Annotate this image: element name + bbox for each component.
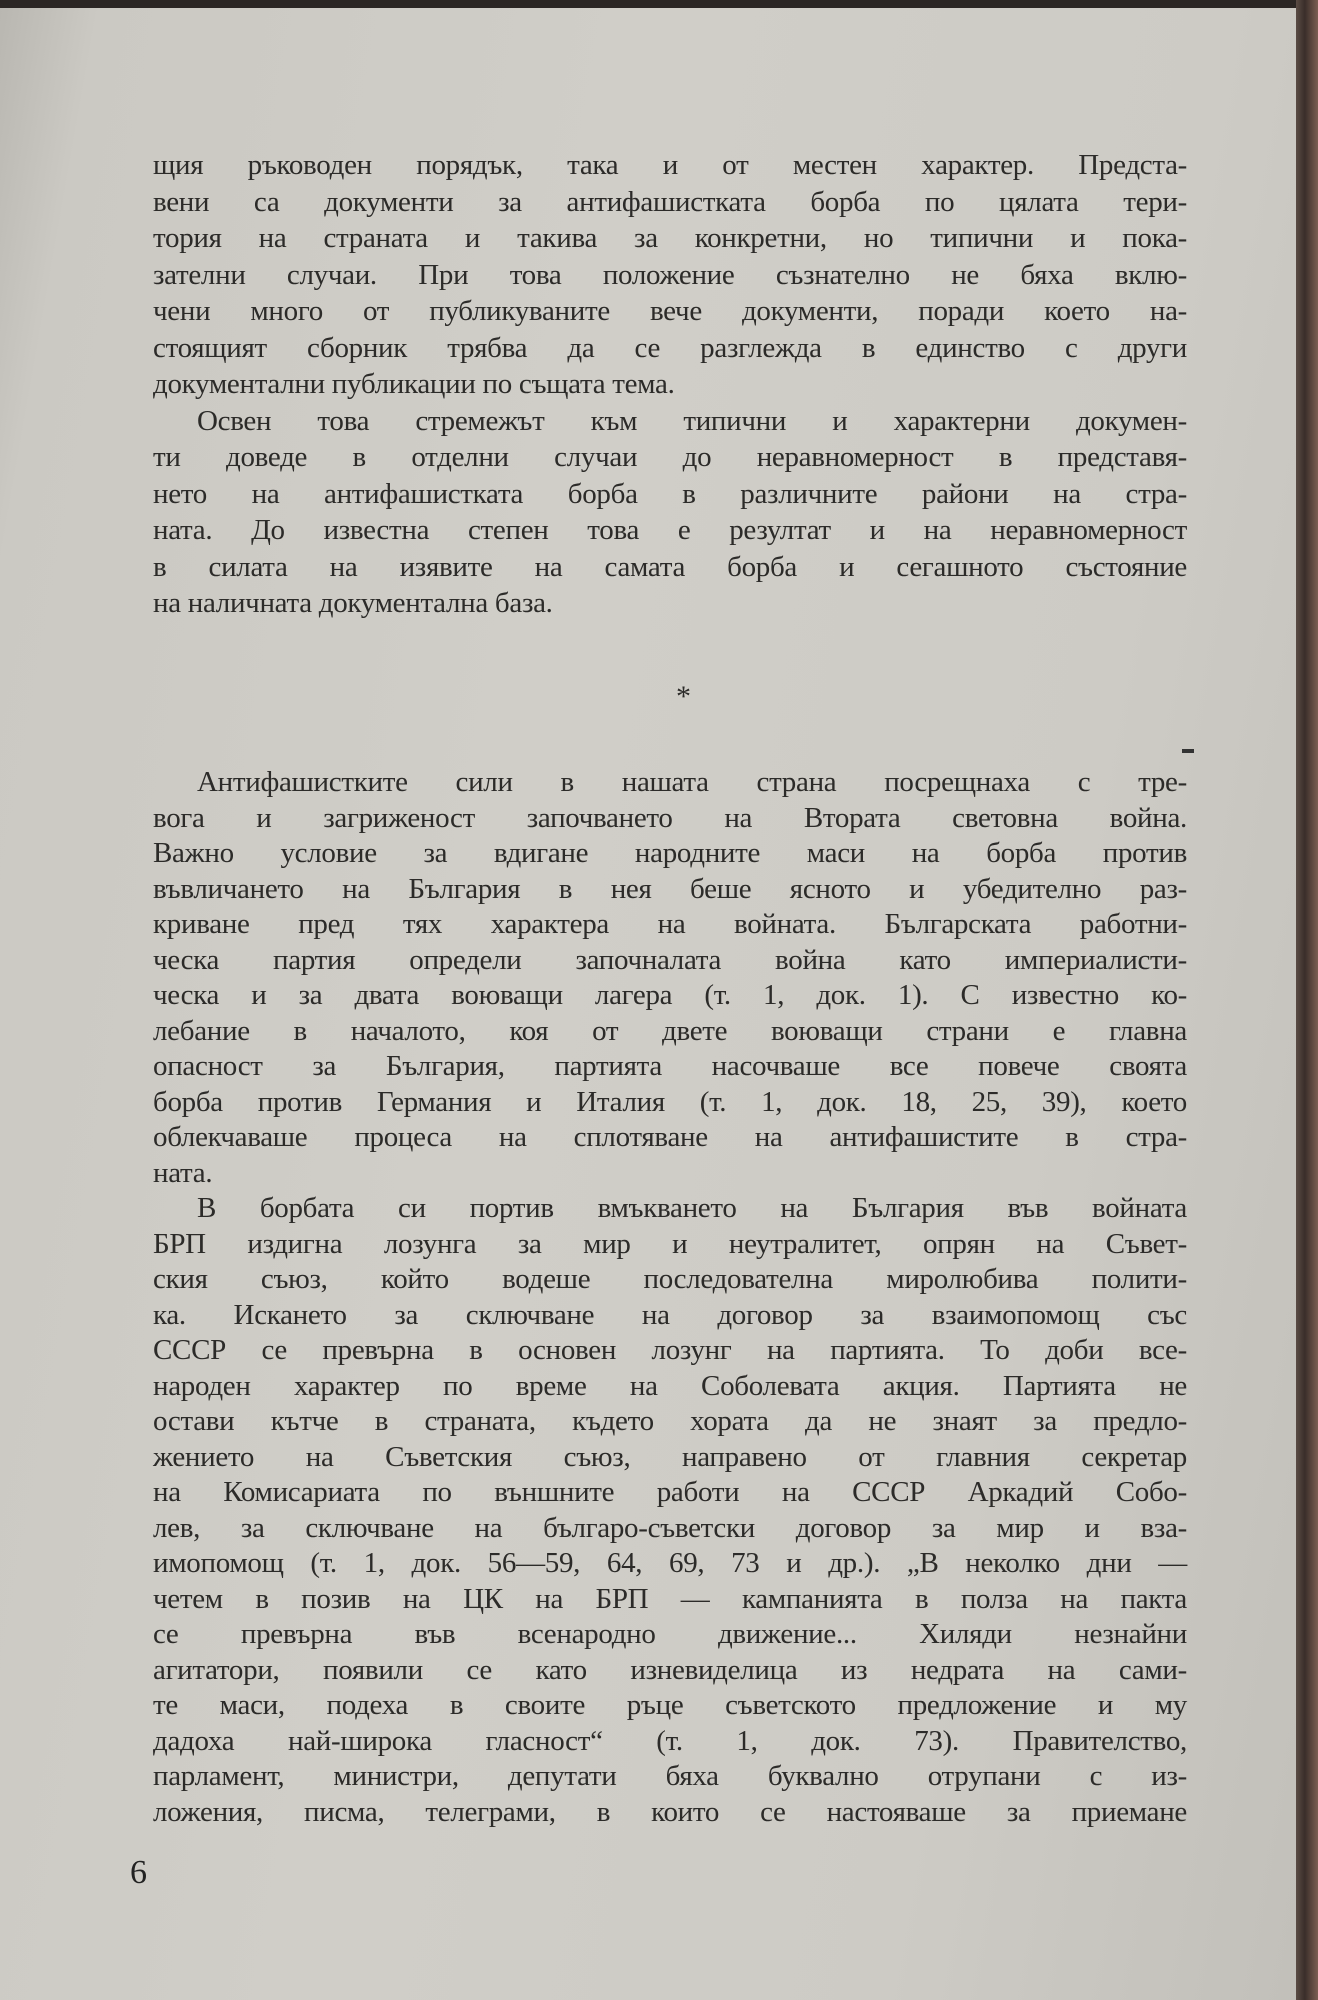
text-line: лев, за сключване на българо-съветски договор за мир и вза- [153, 1511, 1187, 1544]
text-line: парламент, министри, депутати бяха буквално отрупани с из- [153, 1760, 1187, 1792]
text-line: остави кътче в страната, където хората да не знаят за предло- [153, 1405, 1187, 1437]
section-separator: * [676, 680, 691, 713]
text-line: жението на Съветския съюз, направено от главния секретар [153, 1440, 1187, 1473]
text-line: вени са документи за антифашистката борба по цялата тери- [153, 185, 1187, 218]
text-line: на наличната документална база. [153, 587, 553, 619]
text-line: ложения, писма, телеграми, в които се настояваше за приемане [153, 1795, 1187, 1828]
text-line: Антифашистките сили в нашата страна посрещнаха с тре- [197, 766, 1187, 798]
text-line: криване пред тях характера на войната. Българската работни- [153, 908, 1187, 940]
text-line: облекчаваше процеса на сплотяване на антифашистите в стра- [153, 1121, 1187, 1153]
text-line: нето на антифашистката борба в различните райони на стра- [153, 477, 1187, 510]
text-line: дадоха най-широка гласност“ (т. 1, док. 73). Правителство, [153, 1724, 1187, 1757]
text-line: ческа партия определи започналата война като империалисти- [153, 943, 1187, 976]
text-line: ната. До известна степен това е резултат и на неравномерност [153, 514, 1187, 546]
text-line: ната. [153, 1156, 213, 1189]
text-line: тория на страната и такива за конкретни, но типични и пока- [153, 222, 1187, 254]
text-line: те маси, подеха в своите ръце съветското предложение и му [153, 1689, 1187, 1721]
text-line: в силата на изявите на самата борба и сегашното състояние [153, 550, 1187, 583]
text-section-main [153, 765, 1187, 1830]
text-line: В борбата си портив вмъкването на България във войната [197, 1192, 1187, 1224]
book-page [0, 8, 1296, 2000]
text-line: ка. Искането за сключване на договор за взаимопомощ със [153, 1298, 1187, 1331]
text-line: стоящият сборник трябва да се разглежда в единство с други [153, 331, 1187, 364]
page-number: 6 [130, 1854, 147, 1891]
text-line: Освен това стремежът към типични и характерни докумен- [197, 404, 1187, 437]
text-line: на Комисариата по външните работи на СССР Аркадий Собо- [153, 1476, 1187, 1508]
text-line: въвличането на България в нея беше ясното и убедително раз- [153, 872, 1187, 905]
text-section-intro [153, 147, 1187, 622]
text-line: ческа и за двата воюващи лагера (т. 1, док. 1). С известно ко- [153, 979, 1187, 1011]
text-line: ти доведе в отделни случаи до неравномерност в представя- [153, 441, 1187, 473]
text-line: вога и загриженост започването на Втората световна война. [153, 801, 1187, 834]
text-line: БРП издигна лозунга за мир и неутралитет, опрян на Съвет- [153, 1227, 1187, 1260]
text-line: чени много от публикуваните вече документи, поради което на- [153, 295, 1187, 327]
text-line: документални публикации по същата тема. [153, 368, 675, 400]
text-line: щия ръководен порядък, така и от местен характер. Предста- [153, 149, 1187, 181]
text-line: зателни случаи. При това положение съзнателно не бяха вклю- [153, 258, 1187, 291]
text-line: Важно условие за вдигане народните маси на борба против [153, 837, 1187, 869]
book-edge [1296, 0, 1318, 2000]
text-line: ския съюз, който водеше последователна миролюбива полити- [153, 1263, 1187, 1295]
text-line: лебание в началото, коя от двете воюващи страни е главна [153, 1014, 1187, 1047]
text-line: агитатори, появили се като изневиделица из недрата на сами- [153, 1653, 1187, 1686]
text-line: се превърна във всенародно движение... Хиляди незнайни [153, 1618, 1187, 1650]
text-line: четем в позив на ЦК на БРП — кампанията в полза на пакта [153, 1582, 1187, 1615]
ink-mark [1182, 749, 1194, 753]
text-line: борба против Германия и Италия (т. 1, док. 18, 25, 39), което [153, 1085, 1187, 1118]
text-line: опасност за България, партията насочваше все повече своята [153, 1050, 1187, 1082]
text-line: имопомощ (т. 1, док. 56—59, 64, 69, 73 и др.). „В неколко дни — [153, 1547, 1187, 1579]
text-line: народен характер по време на Соболевата акция. Партията не [153, 1369, 1187, 1402]
text-line: СССР се превърна в основен лозунг на партията. То доби все- [153, 1334, 1187, 1366]
